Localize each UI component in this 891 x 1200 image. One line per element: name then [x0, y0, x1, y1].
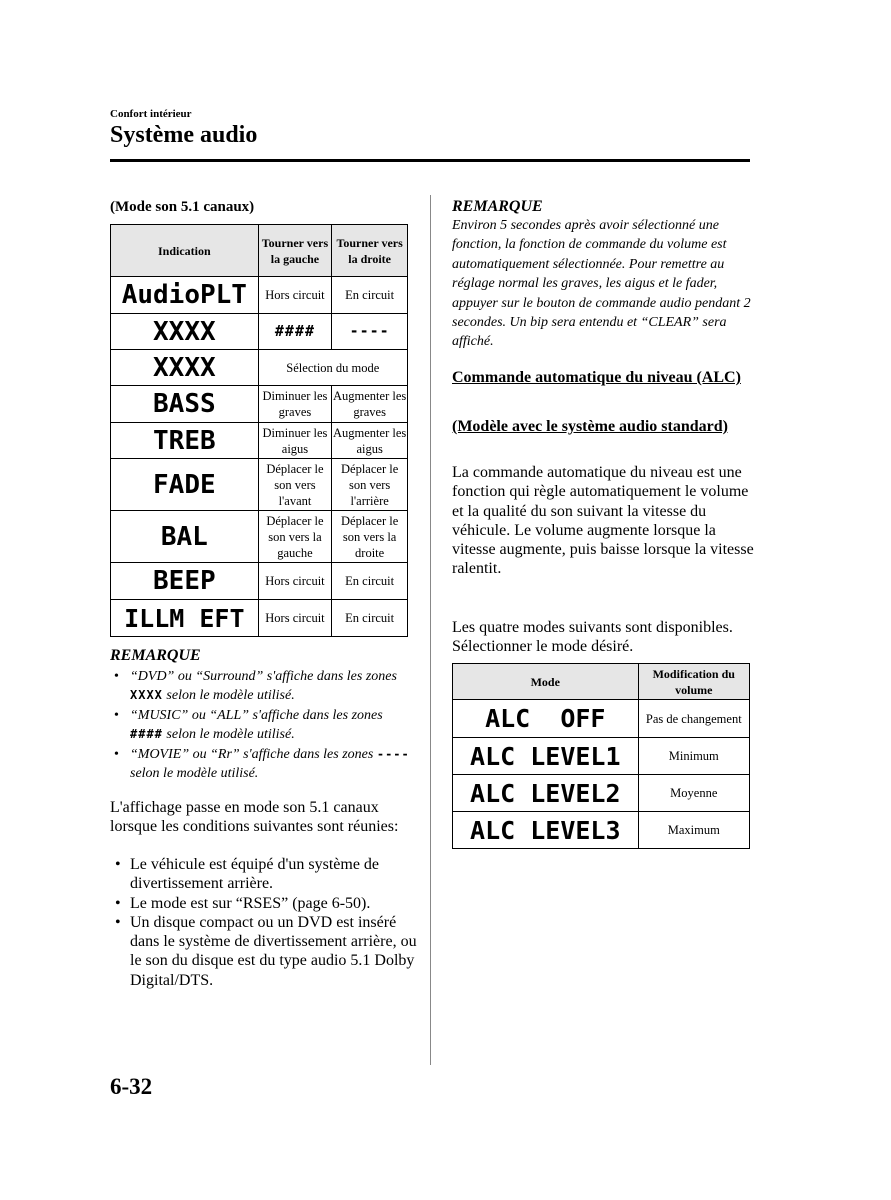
- list-item: • Un disque compact ou un DVD est inséré dans le système de divertissement arrière, ou le son du disque est du type audio 5.1 Dolby Digital/DTS.: [110, 913, 420, 990]
- lcd-mode: ALC OFF: [485, 704, 606, 733]
- lcd-mode: ALC LEVEL2: [470, 778, 621, 808]
- table-header-row: [111, 225, 408, 277]
- turn-left-cell: Déplacer le son vers la gauche: [258, 511, 332, 563]
- lcd-indication: BAL: [160, 521, 208, 552]
- lcd-glyph-x: XXXX: [130, 688, 163, 703]
- alc-modes-paragraph: Les quatre modes suivants sont disponibles. Sélectionner le mode désiré.: [452, 619, 733, 656]
- turn-right-cell: En circuit: [332, 277, 408, 314]
- remark-text: selon le modèle utilisé.: [166, 727, 295, 743]
- table-row: [453, 775, 750, 812]
- mode51-heading: (Mode son 5.1 canaux): [110, 199, 255, 215]
- table-row: [111, 600, 408, 637]
- table-row: [111, 459, 408, 511]
- table-row: [453, 812, 750, 849]
- header-mode: Mode: [453, 664, 639, 700]
- header-turn-right: Tourner vers la droite: [332, 225, 408, 277]
- remark-text: “MUSIC” ou “ALL” s'affiche dans les zones: [130, 707, 383, 723]
- turn-right-cell: Déplacer le son vers l'arrière: [332, 459, 408, 511]
- table-row: [453, 700, 750, 738]
- table-row: [111, 277, 408, 314]
- turn-right-cell: Augmenter les aigus: [332, 423, 408, 459]
- turn-right-cell: En circuit: [332, 563, 408, 600]
- mode51-paragraph: L'affichage passe en mode son 5.1 canaux lorsque les conditions suivantes sont réunies:: [110, 799, 399, 836]
- lcd-glyph-dash: ----: [349, 322, 390, 340]
- lcd-indication: XXXX: [153, 352, 216, 383]
- turn-right-cell: En circuit: [332, 600, 408, 637]
- lcd-indication: ILLM EFT: [124, 603, 245, 633]
- volume-change-cell: Moyenne: [638, 775, 749, 812]
- lcd-indication: TREB: [153, 425, 216, 456]
- lcd-indication: FADE: [153, 469, 216, 500]
- turn-left-cell: Hors circuit: [258, 563, 332, 600]
- list-item: • Le mode est sur “RSES” (page 6-50).: [110, 894, 420, 913]
- turn-left-cell: Hors circuit: [258, 600, 332, 637]
- lcd-indication: XXXX: [153, 316, 216, 347]
- volume-change-cell: Maximum: [638, 812, 749, 849]
- remark-text: “DVD” ou “Surround” s'affiche dans les zones: [130, 669, 397, 684]
- lcd-indication: BASS: [153, 389, 216, 419]
- mode51-conditions: [110, 855, 420, 990]
- section-label: Confort intérieur: [110, 108, 192, 120]
- remark-left: [110, 647, 410, 783]
- table-row: [111, 423, 408, 459]
- header-turn-left: Tourner vers la gauche: [258, 225, 332, 277]
- mode-selection-cell: Sélection du mode: [258, 350, 407, 386]
- alc-table: [452, 663, 750, 849]
- lcd-indication: AudioPLT: [121, 280, 247, 310]
- mode51-table: [110, 224, 408, 637]
- table-header-row: [453, 664, 750, 700]
- table-row: [111, 563, 408, 600]
- lcd-mode: ALC LEVEL1: [470, 741, 621, 771]
- lcd-mode: ALC LEVEL3: [470, 815, 621, 845]
- page-number: 6-32: [110, 1074, 153, 1099]
- volume-change-cell: Minimum: [638, 738, 749, 775]
- table-row: [453, 738, 750, 775]
- title-rule: [110, 159, 750, 162]
- table-row: [111, 314, 408, 350]
- lcd-glyph-dash: ----: [376, 746, 410, 761]
- header-volume-change: Modification du volume: [638, 664, 749, 700]
- lcd-indication: BEEP: [153, 566, 216, 596]
- column-divider: [430, 195, 431, 1065]
- remark-text: Environ 5 secondes après avoir sélectionné une fonction, la fonction de commande du volume est automatiquement sélectionnée. Pour remettre au réglage normal les graves, les aigus et le fader, appuyer sur le bouton de commande audio pendant 2 secondes. Un bip sera entendu et “CLEAR” sera affiché.: [452, 218, 751, 350]
- page-title: Système audio: [110, 122, 258, 148]
- lcd-glyph-hash: ####: [274, 322, 316, 340]
- lcd-glyph-hash: ####: [130, 727, 163, 742]
- turn-right-cell: Augmenter les graves: [332, 386, 408, 423]
- remark-text: selon le modèle utilisé.: [166, 688, 295, 704]
- table-row: [111, 350, 408, 386]
- list-item: • Le véhicule est équipé d'un système de divertissement arrière.: [110, 855, 420, 894]
- remark-item: [110, 745, 410, 784]
- turn-left-cell: Déplacer le son vers l'avant: [258, 459, 332, 511]
- table-row: [111, 386, 408, 423]
- alc-paragraph: La commande automatique du niveau est une fonction qui règle automatiquement le volume et la qualité du son suivant la vitesse du véhicule. Le volume augmente lorsque la vitesse augmente, puis baisse lorsque la vitesse ralentit.: [452, 464, 754, 578]
- remark-list: [110, 667, 410, 783]
- remark-item: [110, 706, 410, 745]
- alc-subheading: (Modèle avec le système audio standard): [452, 418, 728, 435]
- remark-text: selon le modèle utilisé.: [130, 766, 259, 782]
- remark-title: REMARQUE: [452, 198, 543, 215]
- turn-left-cell: Hors circuit: [258, 277, 332, 314]
- remark-title: REMARQUE: [110, 647, 201, 664]
- remark-right: [452, 198, 752, 352]
- header-indication: Indication: [111, 225, 259, 277]
- remark-item: [110, 667, 410, 706]
- remark-text: “MOVIE” ou “Rr” s'affiche dans les zones: [130, 746, 374, 762]
- volume-change-cell: Pas de changement: [638, 700, 749, 738]
- alc-heading: Commande automatique du niveau (ALC): [452, 369, 741, 386]
- turn-left-cell: Diminuer les aigus: [258, 423, 332, 459]
- table-row: [111, 511, 408, 563]
- turn-right-cell: Déplacer le son vers la droite: [332, 511, 408, 563]
- turn-left-cell: Diminuer les graves: [258, 386, 332, 423]
